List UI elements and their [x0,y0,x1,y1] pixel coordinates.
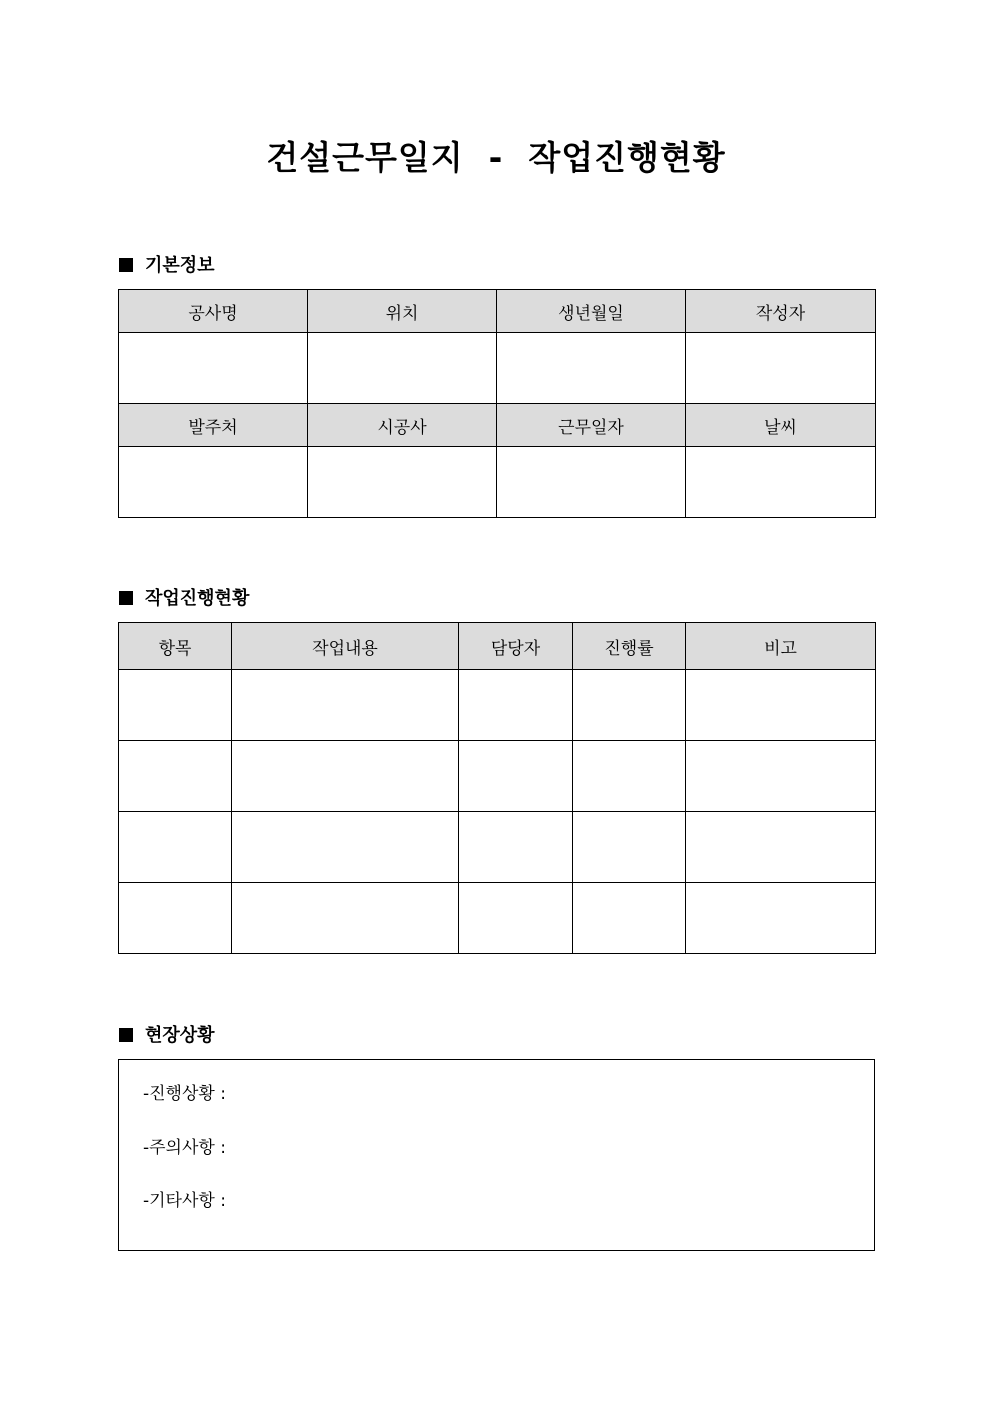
table-row [119,883,876,954]
page-title: 건설근무일지 - 작업진행현황 [266,138,726,177]
note-other: -기타사항 : [143,1191,226,1211]
section-heading-label: 작업진행현황 [145,588,250,609]
input-cell-contractor[interactable] [308,447,497,518]
input-cell-remarks[interactable] [686,741,876,812]
black-square-icon [119,258,133,272]
input-cell-work-content[interactable] [232,741,459,812]
input-cell-progress-rate[interactable] [573,812,686,883]
table-row [119,812,876,883]
header-cell-location: 위치 [308,290,497,333]
header-cell-person-in-charge: 담당자 [459,623,573,670]
input-cell-client[interactable] [119,447,308,518]
header-cell-project-name: 공사명 [119,290,308,333]
input-cell-person-in-charge[interactable] [459,883,573,954]
basic-info-table [118,289,876,518]
table-row [119,447,876,518]
site-status-box[interactable] [118,1059,875,1251]
note-progress-status: -진행상황 : [143,1084,226,1104]
table-row [119,741,876,812]
input-cell-work-content[interactable] [232,670,459,741]
input-cell-work-content[interactable] [232,812,459,883]
input-cell-progress-rate[interactable] [573,883,686,954]
progress-table [118,622,876,954]
input-cell-project-name[interactable] [119,333,308,404]
header-cell-work-content: 작업내용 [232,623,459,670]
input-cell-work-date[interactable] [497,447,686,518]
input-cell-person-in-charge[interactable] [459,670,573,741]
input-cell-weather[interactable] [686,447,876,518]
section-heading-label: 현장상황 [145,1025,215,1046]
header-cell-weather: 날씨 [686,404,876,447]
note-cautions: -주의사항 : [143,1138,226,1158]
input-cell-location[interactable] [308,333,497,404]
section-heading-basic-info [119,251,215,277]
header-cell-item: 항목 [119,623,232,670]
header-cell-author: 작성자 [686,290,876,333]
section-heading-progress [119,584,249,610]
input-cell-item[interactable] [119,741,232,812]
header-cell-remarks: 비고 [686,623,876,670]
input-cell-progress-rate[interactable] [573,670,686,741]
input-cell-person-in-charge[interactable] [459,812,573,883]
section-heading-site-status [119,1021,215,1047]
input-cell-remarks[interactable] [686,812,876,883]
black-square-icon [119,591,133,605]
header-cell-work-date: 근무일자 [497,404,686,447]
header-cell-client: 발주처 [119,404,308,447]
header-cell-birth-date: 생년월일 [497,290,686,333]
input-cell-remarks[interactable] [686,670,876,741]
input-cell-person-in-charge[interactable] [459,741,573,812]
header-cell-contractor: 시공사 [308,404,497,447]
input-cell-item[interactable] [119,883,232,954]
table-header-row [119,404,876,447]
table-row [119,670,876,741]
input-cell-author[interactable] [686,333,876,404]
input-cell-work-content[interactable] [232,883,459,954]
input-cell-item[interactable] [119,670,232,741]
input-cell-item[interactable] [119,812,232,883]
table-header-row [119,623,876,670]
input-cell-progress-rate[interactable] [573,741,686,812]
header-cell-progress-rate: 진행률 [573,623,686,670]
table-row [119,333,876,404]
table-header-row [119,290,876,333]
input-cell-remarks[interactable] [686,883,876,954]
section-heading-label: 기본정보 [145,255,215,276]
black-square-icon [119,1028,133,1042]
input-cell-birth-date[interactable] [497,333,686,404]
